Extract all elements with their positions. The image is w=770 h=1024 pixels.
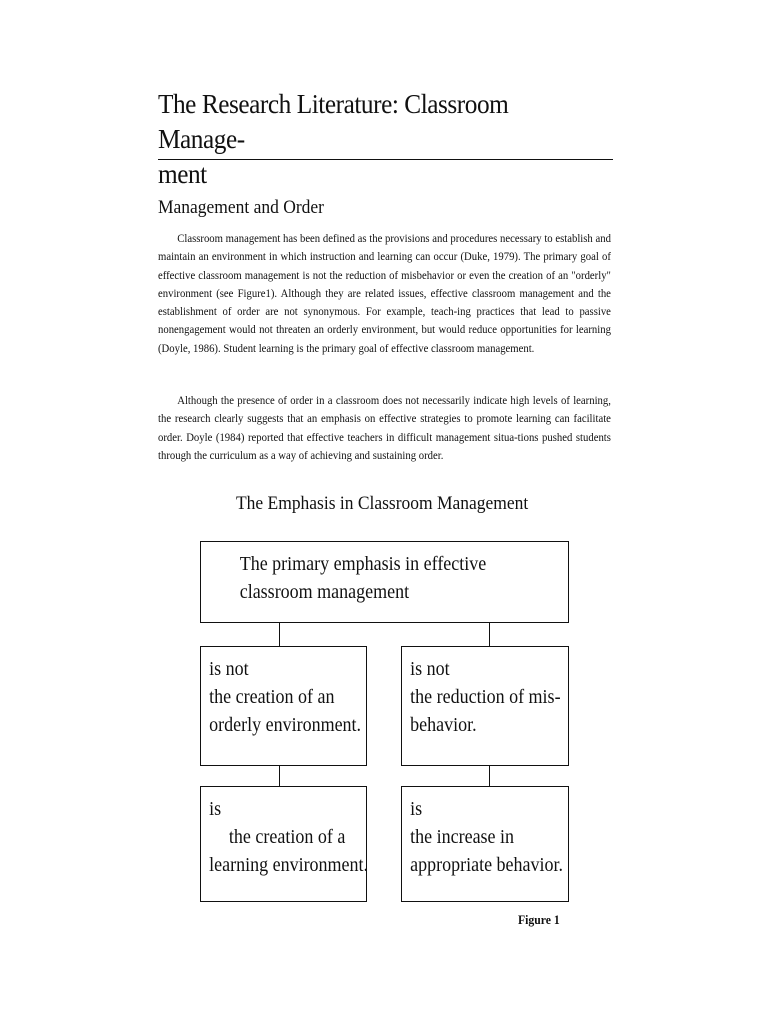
page-title bbox=[158, 86, 581, 191]
diagram-box-is-not-left bbox=[200, 646, 367, 766]
box-is-left-line-3: learning environment. bbox=[209, 854, 369, 876]
connector-top-left bbox=[279, 623, 280, 646]
top-box-line-1: The primary emphasis in effective bbox=[239, 553, 487, 575]
box-is-not-left-line-1: is not bbox=[209, 658, 249, 680]
title-divider bbox=[158, 159, 613, 160]
box-is-left-line-2: the creation of a bbox=[228, 826, 346, 848]
box-is-right-line-2: the increase in bbox=[410, 826, 515, 848]
box-is-not-right-line-3: behavior. bbox=[410, 714, 477, 736]
figure-title: The Emphasis in Classroom Management bbox=[236, 493, 529, 514]
paragraph-1 bbox=[158, 230, 611, 358]
box-is-right-line-1: is bbox=[410, 798, 423, 820]
paragraph-2 bbox=[158, 392, 611, 465]
section-heading: Management and Order bbox=[158, 197, 325, 218]
connector-top-right bbox=[489, 623, 490, 646]
connector-mid-right bbox=[489, 766, 490, 786]
box-is-not-left-line-3: orderly environment. bbox=[209, 714, 362, 736]
page-title-line-2: ment bbox=[158, 158, 207, 189]
diagram-box-is-not-right bbox=[401, 646, 569, 766]
box-is-not-right-line-2: the reduction of mis- bbox=[410, 686, 561, 708]
page-title-line-1: The Research Literature: Classroom Manage- bbox=[158, 88, 509, 154]
paragraph-2-text: Although the presence of order in a classroom does not necessarily indicate high levels of learning, the research clearly suggests that an emphasis on effective strategies to promote learning can facilitate order. Doyle (1984) reported that effective teachers in difficult management situa-tions pushed students through the curriculum as a way of achieving and sustaining order. bbox=[158, 394, 611, 462]
connector-mid-left bbox=[279, 766, 280, 786]
diagram-box-is-right bbox=[401, 786, 569, 902]
top-box-line-2: classroom management bbox=[239, 581, 410, 603]
paragraph-1-text: Classroom management has been defined as the provisions and procedures necessary to establish and maintain an environment in which instruction and learning can occur (Duke, 1979). The primary goal of effective classroom management is not the reduction of misbehavior or even the creation of an "orderly" environment (see Figure1). Although they are related issues, effective classroom management and the establishment of order are not synonymous. For example, teach-ing practices that lead to passive nonengagement would not threaten an orderly environment, but would reduce opportunities for learning (Doyle, 1986). Student learning is the primary goal of effective classroom management. bbox=[158, 232, 611, 355]
box-is-not-left-line-2: the creation of an bbox=[209, 686, 335, 708]
box-is-left-line-1: is bbox=[209, 798, 222, 820]
diagram-box-is-left bbox=[200, 786, 367, 902]
figure-caption: Figure 1 bbox=[518, 912, 560, 927]
box-is-not-right-line-1: is not bbox=[410, 658, 450, 680]
box-is-right-line-3: appropriate behavior. bbox=[410, 854, 564, 876]
diagram-top-box bbox=[200, 541, 569, 623]
